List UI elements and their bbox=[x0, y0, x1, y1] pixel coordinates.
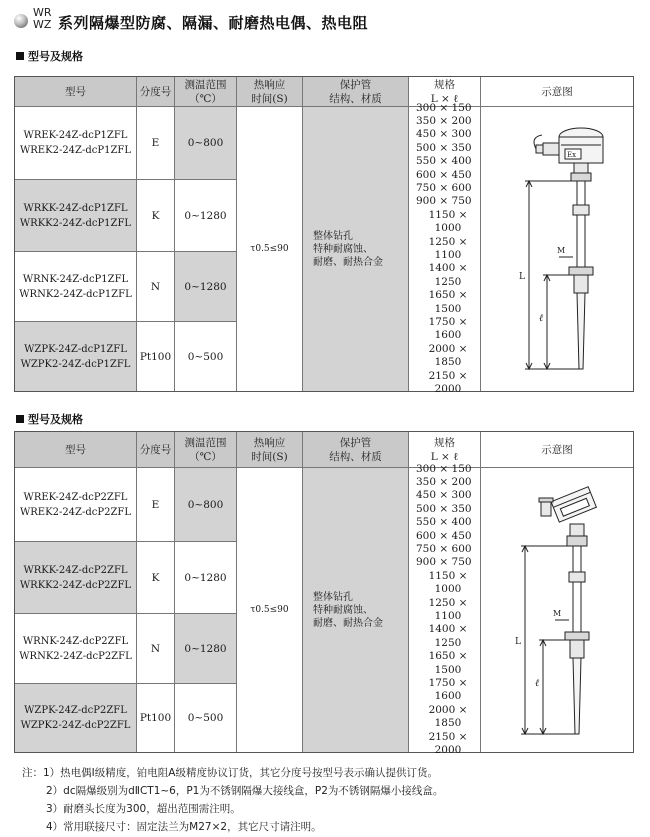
size-item: 2000 × 1850 bbox=[428, 703, 468, 730]
diagram-ex-mark: Ex bbox=[567, 151, 577, 159]
diagram-cell bbox=[481, 107, 633, 391]
table-row-grade: K bbox=[137, 542, 175, 614]
prefix-wr: WR bbox=[33, 6, 52, 19]
header-range: 测温范围 （℃） bbox=[175, 77, 237, 107]
note-line: 3）耐磨头长度为300，超出范围需注明。 bbox=[46, 803, 241, 815]
size-item: 600 × 450 bbox=[416, 168, 472, 181]
size-item: 450 × 300 bbox=[416, 128, 472, 141]
size-list-cell bbox=[409, 101, 481, 396]
size-item: 750 × 600 bbox=[416, 542, 472, 555]
response-time-cell: τ0.5≤90 bbox=[237, 107, 303, 391]
size-item: 550 × 400 bbox=[416, 516, 472, 529]
size-item: 2000 × 1850 bbox=[428, 342, 468, 369]
note-line: 4）常用联接尺寸：固定法兰为M27×2，其它尺寸请注明。 bbox=[46, 821, 322, 833]
thermocouple-p1-diagram bbox=[481, 107, 633, 391]
header-response: 热响应 时间(S) bbox=[237, 432, 303, 468]
size-item: 350 × 200 bbox=[416, 114, 472, 127]
header-diagram: 示意图 bbox=[481, 432, 633, 468]
size-item: 900 × 750 bbox=[416, 195, 472, 208]
table-row-grade: E bbox=[137, 468, 175, 542]
note-line: 2）dc隔爆级别为dⅡCT1~6，P1为不锈钢隔爆大接线盒，P2为不锈钢隔爆小接线盒。 bbox=[46, 785, 444, 797]
size-item: 350 × 200 bbox=[416, 475, 472, 488]
header-spec: 规格 L × ℓ bbox=[409, 77, 481, 107]
table-row-range: 0~500 bbox=[175, 322, 237, 391]
spec-table-1 bbox=[14, 76, 634, 396]
square-bullet-icon bbox=[16, 52, 24, 60]
size-item: 1400 × 1250 bbox=[428, 623, 468, 649]
header-range: 测温范围 （℃） bbox=[175, 432, 237, 468]
size-item: 600 × 450 bbox=[416, 529, 472, 542]
table-row-range: 0~1280 bbox=[175, 180, 237, 252]
table-row-range: 0~800 bbox=[175, 468, 237, 542]
size-item: 550 × 400 bbox=[416, 155, 472, 168]
size-item: 1650 × 1500 bbox=[428, 650, 468, 676]
table-row-model: WZPK-24Z-dcP1ZFL WZPK2-24Z-dcP1ZFL bbox=[15, 322, 137, 391]
size-item: 1750 × 1600 bbox=[428, 677, 468, 703]
table-row-grade: K bbox=[137, 180, 175, 252]
size-item: 2150 × 2000 bbox=[428, 369, 468, 396]
series-prefix bbox=[33, 7, 52, 31]
header-diagram: 示意图 bbox=[481, 77, 633, 107]
table-row-model: WRNK-24Z-dcP2ZFL WRNK2-24Z-dcP2ZFL bbox=[15, 614, 137, 684]
diagram-cell bbox=[481, 468, 633, 752]
title-row bbox=[14, 6, 634, 36]
header-model: 型号 bbox=[15, 77, 137, 107]
section-label-2 bbox=[16, 411, 83, 427]
table-row-range: 0~1280 bbox=[175, 252, 237, 322]
prefix-wz: WZ bbox=[33, 18, 52, 31]
header-model: 型号 bbox=[15, 432, 137, 468]
spec-table-2 bbox=[14, 431, 634, 757]
table-row-grade: Pt100 bbox=[137, 684, 175, 752]
section-label-text: 型号及规格 bbox=[28, 413, 83, 426]
diagram-label-l: ℓ bbox=[539, 313, 544, 324]
diagram-label-L: L bbox=[515, 637, 521, 647]
header-grade: 分度号 bbox=[137, 432, 175, 468]
table-row-model: WRKK-24Z-dcP2ZFL WRKK2-24Z-dcP2ZFL bbox=[15, 542, 137, 614]
size-list-cell bbox=[409, 462, 481, 757]
size-item: 2150 × 2000 bbox=[428, 730, 468, 757]
table-row-grade: E bbox=[137, 107, 175, 180]
table-row-model: WREK-24Z-dcP2ZFL WREK2-24Z-dcP2ZFL bbox=[15, 468, 137, 542]
size-item: 1250 × 1100 bbox=[428, 235, 468, 261]
tube-material-cell: 整体钻孔 特种耐腐蚀、 耐磨、耐热合金 bbox=[303, 107, 409, 391]
bullet-sphere-icon bbox=[14, 14, 28, 28]
size-item: 1150 × 1000 bbox=[428, 569, 468, 596]
section-label-text: 型号及规格 bbox=[28, 50, 83, 63]
square-bullet-icon bbox=[16, 415, 24, 423]
size-item: 1400 × 1250 bbox=[428, 262, 468, 288]
table-row-grade: N bbox=[137, 614, 175, 684]
table-row-model: WREK-24Z-dcP1ZFL WREK2-24Z-dcP1ZFL bbox=[15, 107, 137, 180]
header-grade: 分度号 bbox=[137, 77, 175, 107]
size-item: 500 × 350 bbox=[416, 502, 472, 515]
response-time-cell: τ0.5≤90 bbox=[237, 468, 303, 752]
notes-block bbox=[22, 764, 632, 836]
size-item: 300 × 150 bbox=[416, 462, 472, 475]
tube-material-cell: 整体钻孔 特种耐腐蚀、 耐磨、耐热合金 bbox=[303, 468, 409, 752]
size-item: 1650 × 1500 bbox=[428, 289, 468, 315]
header-tube: 保护管 结构、材质 bbox=[303, 77, 409, 107]
size-item: 1750 × 1600 bbox=[428, 316, 468, 342]
diagram-label-L: L bbox=[519, 272, 525, 282]
table-row-range: 0~500 bbox=[175, 684, 237, 752]
table-row-model: WRKK-24Z-dcP1ZFL WRKK2-24Z-dcP1ZFL bbox=[15, 180, 137, 252]
header-tube: 保护管 结构、材质 bbox=[303, 432, 409, 468]
size-item: 900 × 750 bbox=[416, 556, 472, 569]
table-row-range: 0~1280 bbox=[175, 614, 237, 684]
size-item: 1150 × 1000 bbox=[428, 208, 468, 235]
note-line: 注：1）热电偶Ⅰ级精度，铂电阻A级精度协议订货，其它分度号按型号表示确认提供订货。 bbox=[22, 767, 438, 779]
table-row-model: WRNK-24Z-dcP1ZFL WRNK2-24Z-dcP1ZFL bbox=[15, 252, 137, 322]
thermocouple-p2-diagram bbox=[481, 468, 633, 752]
diagram-label-M: M bbox=[557, 246, 566, 255]
size-item: 500 × 350 bbox=[416, 141, 472, 154]
diagram-label-M: M bbox=[553, 609, 562, 618]
table-row-model: WZPK-24Z-dcP2ZFL WZPK2-24Z-dcP2ZFL bbox=[15, 684, 137, 752]
section-label-1 bbox=[16, 48, 83, 64]
size-item: 1250 × 1100 bbox=[428, 596, 468, 622]
size-item: 750 × 600 bbox=[416, 181, 472, 194]
header-spec: 规格 L × ℓ bbox=[409, 432, 481, 468]
size-item: 300 × 150 bbox=[416, 101, 472, 114]
size-item: 450 × 300 bbox=[416, 489, 472, 502]
table-row-range: 0~800 bbox=[175, 107, 237, 180]
header-response: 热响应 时间(S) bbox=[237, 77, 303, 107]
diagram-label-l: ℓ bbox=[535, 678, 540, 689]
table-row-grade: Pt100 bbox=[137, 322, 175, 391]
table-row-grade: N bbox=[137, 252, 175, 322]
page-title: 系列隔爆型防腐、隔漏、耐磨热电偶、热电阻 bbox=[58, 14, 369, 32]
table-row-range: 0~1280 bbox=[175, 542, 237, 614]
